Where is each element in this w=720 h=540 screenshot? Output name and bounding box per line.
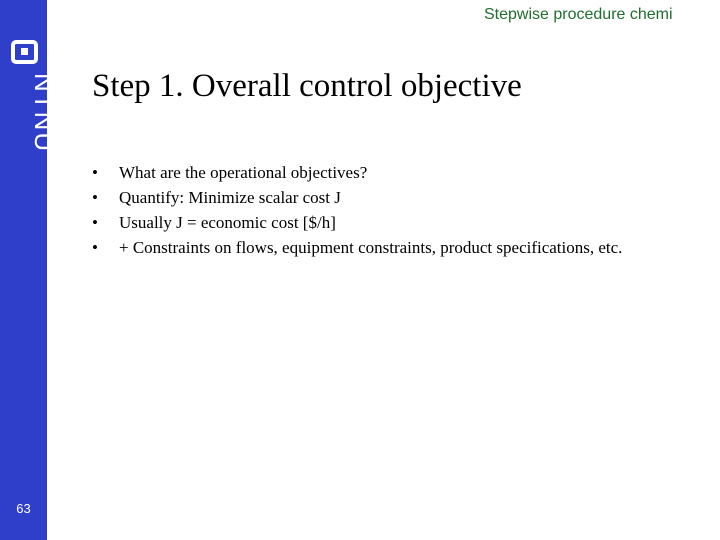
- slide-title: Step 1. Overall control objective: [92, 68, 522, 104]
- bullet-list: [92, 160, 692, 260]
- bullet-marker: •: [92, 238, 98, 257]
- bullet-item: [92, 235, 692, 260]
- bullet-item: [92, 160, 692, 185]
- bullet-marker: •: [92, 188, 98, 207]
- ntnu-logo: [0, 36, 59, 176]
- bullet-text: What are the operational objectives?: [119, 163, 368, 182]
- bullet-marker: •: [92, 213, 98, 232]
- sidebar: [0, 0, 59, 540]
- page-number: 63: [16, 501, 31, 516]
- bullet-item: [92, 210, 692, 235]
- ntnu-wordmark: NTNU: [29, 73, 59, 154]
- bullet-text: Usually J = economic cost [$/h]: [119, 213, 336, 232]
- bullet-text: Quantify: Minimize scalar cost J: [119, 188, 341, 207]
- bullet-item: [92, 185, 692, 210]
- ntnu-square-icon: [13, 42, 36, 62]
- slide-header: Stepwise procedure chemi: [484, 6, 673, 23]
- bullet-text: + Constraints on flows, equipment constraints, product specifications, etc.: [119, 238, 623, 257]
- bullet-marker: •: [92, 163, 98, 182]
